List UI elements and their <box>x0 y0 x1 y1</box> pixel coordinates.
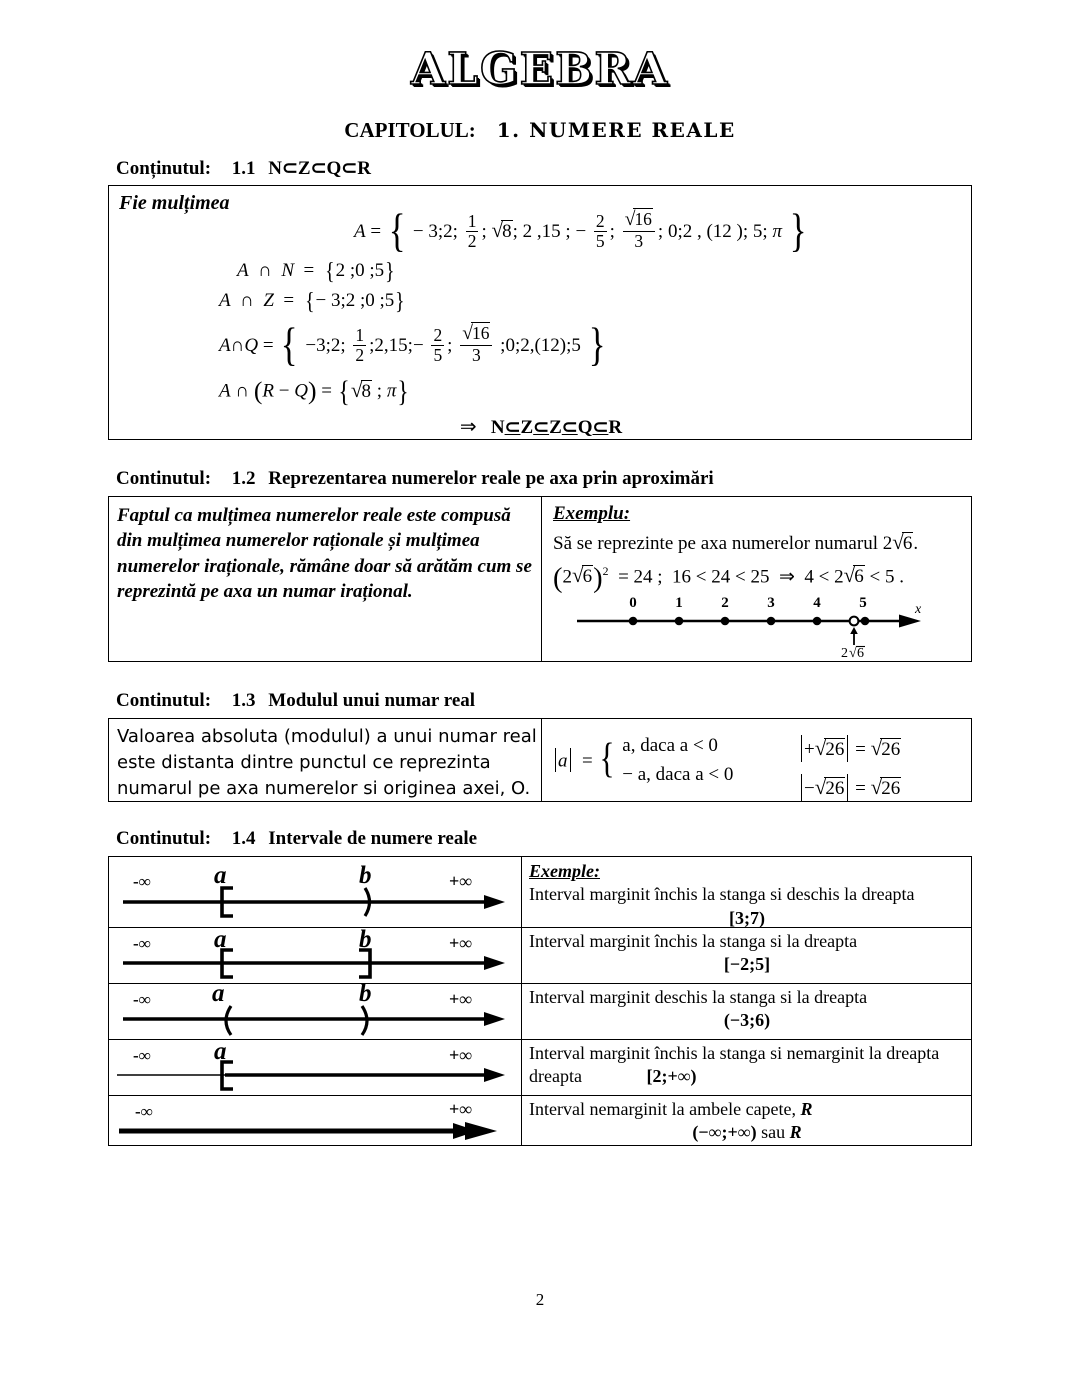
section-heading-1-4 <box>116 828 477 850</box>
svg-text:-∞: -∞ <box>133 872 151 891</box>
interval-diagram-4 <box>109 1039 521 1095</box>
svg-text:0: 0 <box>629 595 637 611</box>
interval-value: [−2;5] <box>723 954 771 975</box>
svg-text:5: 5 <box>859 595 867 611</box>
interval-value: (−∞;+∞) <box>692 1122 757 1143</box>
table-row <box>109 983 971 1039</box>
svg-text:-∞: -∞ <box>133 934 151 953</box>
svg-text:6: 6 <box>857 646 864 659</box>
brace-open-icon: { <box>304 287 315 315</box>
modulus-case-1: a, daca a < 0 <box>622 735 718 756</box>
section-heading-1-3 <box>116 690 475 712</box>
svg-text:3: 3 <box>767 595 775 611</box>
line-a-inter-n: A ∩ N = {2 ;0 ;5} <box>237 257 395 285</box>
chapter-title: 1. NUMERE REALE <box>496 118 736 142</box>
svg-text:a: a <box>214 862 227 889</box>
section-number-1-3: 1.3 <box>231 690 256 711</box>
svg-text:+∞: +∞ <box>449 1099 473 1119</box>
interval-diagram-1 <box>109 857 521 927</box>
conclusion-line: ⇒ N⊂Z⊂Z⊂Q⊂R <box>459 416 623 438</box>
set-symbol-r: R <box>789 1122 802 1143</box>
svg-text:4: 4 <box>813 595 821 611</box>
section-heading-1-2 <box>116 468 714 490</box>
chapter-label: CAPITOLUL: <box>344 118 476 142</box>
svg-text:+∞: +∞ <box>449 933 473 953</box>
brace-open-icon: { <box>324 257 335 285</box>
brace-close-icon: } <box>385 257 395 285</box>
content-box-1-1 <box>108 185 972 440</box>
page-title: ALGEBRA <box>410 44 670 95</box>
set-a-definition: A = { − 3;2; $\frac{1}{2}$ ; √8; 2 ,15 ; − $\frac{2}{5}$ ; $\frac{√16}{3}$ ; 0;2 , (12 ); 5; π } <box>354 206 807 258</box>
svg-text:-∞: -∞ <box>133 990 151 1009</box>
svg-text:a: a <box>214 1039 227 1065</box>
interval-desc-row <box>529 1098 965 1121</box>
definition-text-1-2: Faptul ca mulțimea numerelor reale este compusă din mulțimea numerelor raționale și mulțimea numerelor iraționale, rămâne doar să arătăm cum se reprezintă pe axa un numar irațional. <box>117 505 532 602</box>
table-row <box>109 1039 971 1095</box>
section-number-1-2: 1.2 <box>231 468 256 489</box>
example-block-1-2 <box>553 503 963 595</box>
interval-description-1 <box>521 857 971 927</box>
svg-text:-∞: -∞ <box>135 1102 153 1121</box>
interval-diagram-3 <box>109 983 521 1039</box>
svg-text:2: 2 <box>841 646 848 659</box>
interval-desc-text: Interval marginit deschis la stanga si la dreapta <box>529 987 868 1007</box>
section-text-1-3: Modulul unui numar real <box>268 690 476 711</box>
example-line-2: $(2√6)^2 = 24$ ; 16 < 24 < 25 ⇒ 4 < 2√6 < 5 . <box>553 563 905 594</box>
line-a-inter-r-minus-q: A ∩ (R − Q) = {√8 ; π} <box>219 376 410 409</box>
svg-text:2: 2 <box>721 595 729 611</box>
interval-diagram-5 <box>109 1095 521 1147</box>
page-number: 2 <box>535 1290 545 1309</box>
svg-text:+∞: +∞ <box>449 989 473 1009</box>
section-label-1-1: Conținutul: <box>116 158 212 179</box>
line-a-inter-z: A ∩ Z = {− 3;2 ;0 ;5} <box>219 287 405 315</box>
examples-label: Exemple: <box>529 861 600 881</box>
svg-text:a: a <box>214 927 227 953</box>
interval-value: [2;+∞) <box>646 1066 697 1087</box>
section-heading-1-1 <box>116 157 371 180</box>
svg-text:1: 1 <box>675 595 683 611</box>
interval-description-2 <box>521 927 971 983</box>
table-row <box>109 1095 971 1147</box>
interval-diagram-2 <box>109 927 521 983</box>
brace-open-icon: { <box>599 736 616 783</box>
brace-open-icon: { <box>281 320 298 372</box>
interval-desc-tail-row <box>529 1065 965 1088</box>
section-text-1-4: Intervale de numere reale <box>268 828 478 849</box>
svg-text:a: a <box>212 983 225 1007</box>
interval-description-4 <box>521 1039 971 1095</box>
example-line-1: Să se reprezinte pe axa numerelor numarul 2√6. <box>553 530 919 554</box>
brace-close-icon: } <box>588 320 606 372</box>
interval-description-5 <box>521 1095 971 1147</box>
svg-text:-∞: -∞ <box>133 1046 151 1065</box>
interval-desc-text: Interval marginit închis la stanga si la dreapta <box>529 931 858 951</box>
intro-text: Fie mulțimea <box>119 192 230 214</box>
section-text-1-1: N⊂Z⊂Q⊂R <box>268 158 371 179</box>
example-value-2sqrt6: 2√6 <box>882 530 913 554</box>
modulus-case-2: − a, daca a < 0 <box>622 764 734 786</box>
definition-text-1-3: Valoarea absoluta (modulul) a unui numar real este distanta dintre punctul ce reprezinta numarul pe axa numerelor si originea axei, O. <box>117 726 537 800</box>
cell-divider <box>541 497 542 661</box>
svg-text:√: √ <box>849 646 857 659</box>
interval-desc-text: Interval marginit închis la stanga si nemarginit la dreapta <box>529 1043 940 1063</box>
line-a-inter-q: A∩Q = { −3;2; $\frac{1}{2}$ ;2,15;− $\frac{2}{5}$ ; $\frac{√16}{3}$ ;0;2,(12);5 } <box>219 320 606 372</box>
section-number-1-4: 1.4 <box>231 828 256 849</box>
brace-open-icon: { <box>338 376 350 409</box>
interval-description-3 <box>521 983 971 1039</box>
section-label-1-3: Continutul: <box>116 690 212 711</box>
set-symbol-r: R <box>800 1099 813 1119</box>
modulus-example-1: +√26 = √26 <box>799 729 901 768</box>
svg-text:+∞: +∞ <box>449 871 473 891</box>
section-number-1-1: 1.1 <box>231 158 256 179</box>
chapter-heading <box>0 118 1080 143</box>
cell-divider <box>541 719 542 801</box>
brace-close-icon: } <box>397 376 410 409</box>
interval-value: (−3;6) <box>723 1010 771 1031</box>
interval-value-row <box>529 1121 965 1144</box>
modulus-formula: a = { a, daca a < 0 − a, daca a < 0 <box>553 731 733 790</box>
interval-desc-tail: dreapta <box>529 1066 582 1087</box>
example-label: Exemplu: <box>553 503 631 524</box>
modulus-examples <box>799 729 901 808</box>
content-box-1-3 <box>108 718 972 802</box>
number-line-diagram <box>569 593 939 659</box>
table-row <box>109 857 971 927</box>
section-label-1-4: Continutul: <box>116 828 212 849</box>
interval-value-suffix: sau <box>761 1122 786 1143</box>
interval-desc-text: Interval marginit închis la stanga si deschis la dreapta <box>529 884 915 905</box>
svg-text:b: b <box>359 983 372 1007</box>
svg-text:x: x <box>915 602 922 617</box>
brace-close-icon: } <box>789 206 807 258</box>
content-box-1-2 <box>108 496 972 662</box>
modulus-example-2: −√26 = √26 <box>799 768 901 807</box>
interval-desc-text: Interval nemarginit la ambele capete, <box>529 1099 797 1119</box>
svg-text:+∞: +∞ <box>449 1045 473 1065</box>
interval-value: [3;7) <box>729 907 765 928</box>
brace-open-icon: { <box>388 206 406 258</box>
section-text-1-2: Reprezentarea numerelor reale pe axa prin aproximări <box>268 468 714 489</box>
sqrt-icon: √8 <box>491 217 512 242</box>
example-line-1-text: Să se reprezinte pe axa numerelor numarul <box>553 533 878 554</box>
svg-text:b: b <box>359 862 372 889</box>
svg-text:b: b <box>359 927 372 953</box>
content-box-1-4 <box>108 856 972 1146</box>
table-row <box>109 927 971 983</box>
section-label-1-2: Continutul: <box>116 468 212 489</box>
brace-close-icon: } <box>395 287 405 315</box>
